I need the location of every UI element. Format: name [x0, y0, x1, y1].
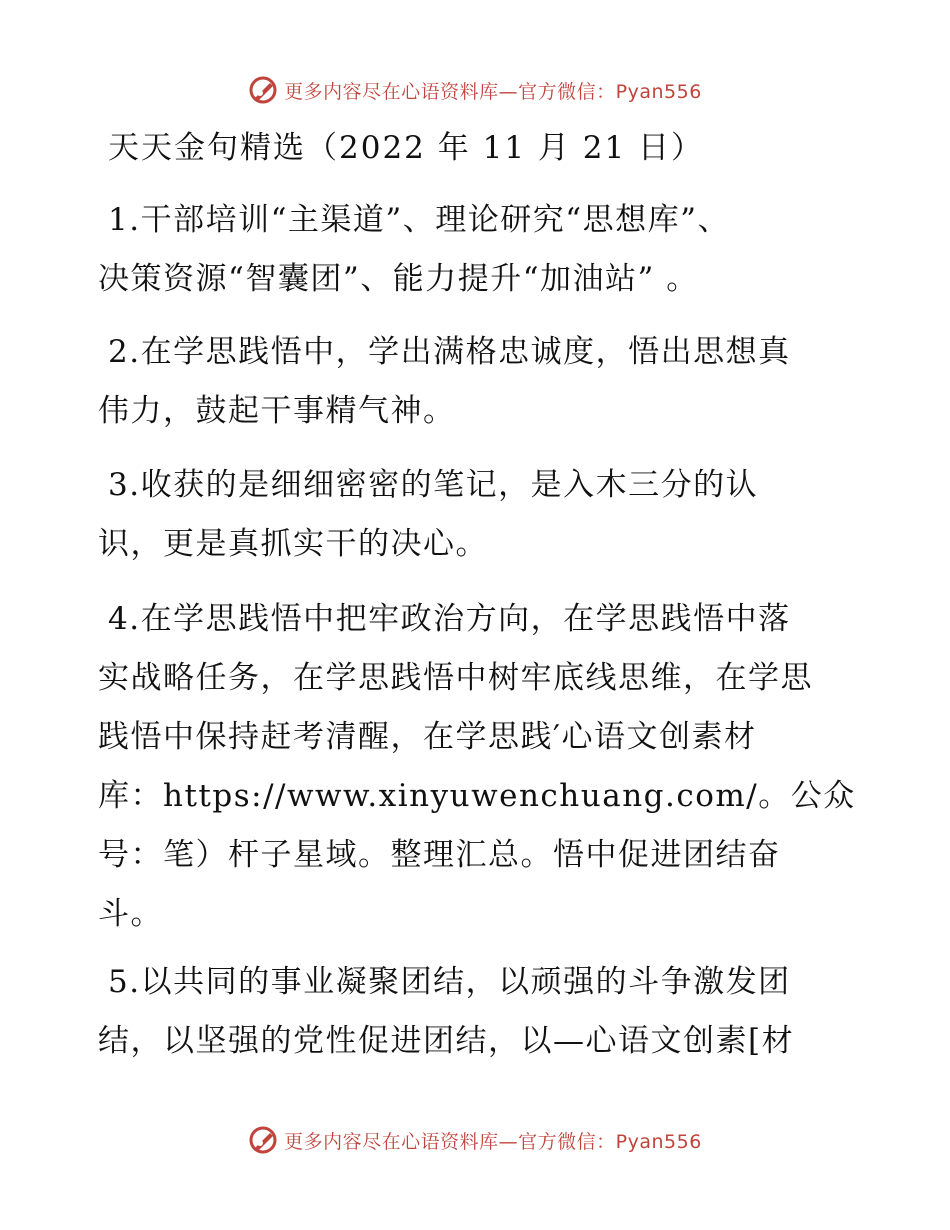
quote-item-5 — [98, 953, 858, 1071]
footer-banner — [0, 1120, 950, 1160]
quote-line: 3.收获的是细细密密的笔记，是入木三分的认 — [108, 467, 759, 503]
quote-line: 斗。 — [98, 896, 163, 932]
quote-line: 决策资源“智囊团”、能力提升“加油站” 。 — [98, 261, 699, 297]
header-banner-text: 更多内容尽在心语资料库—官方微信：Pyan556 — [284, 80, 702, 103]
quote-line: 库：https://www.xinyuwenchuang.com/。公众 — [98, 778, 856, 814]
quote-line: 5.以共同的事业凝聚团结，以顽强的斗争激发团 — [108, 964, 791, 1000]
quote-line: 实战略任务，在学思践悟中树牢底线思维，在学思 — [98, 660, 813, 696]
quote-line: 结，以坚强的党性促进团结，以—心语文创素[材 — [98, 1023, 795, 1059]
pen-seal-icon — [248, 1125, 278, 1155]
quote-line: 伟力，鼓起干事精气神。 — [98, 393, 456, 429]
quote-line: 践悟中保持赶考清醒，在学思践′心语文创素材 — [98, 719, 757, 755]
quote-line: 1.干部培训“主渠道”、理论研究“思想库”、 — [108, 202, 730, 238]
footer-banner-text: 更多内容尽在心语资料库—官方微信：Pyan556 — [284, 1130, 702, 1153]
quote-line: 4.在学思践悟中把牢政治方向，在学思践悟中落 — [108, 601, 791, 637]
quote-line: 识，更是真抓实干的决心。 — [98, 526, 488, 562]
quote-item-1 — [98, 191, 858, 309]
quote-item-2 — [98, 323, 858, 441]
document-title: 天天金句精选（2022 年 11 月 21 日） — [108, 130, 705, 166]
quote-item-3 — [98, 456, 858, 574]
quote-line: 号：笔）杆子星域。整理汇总。悟中促进团结奋 — [98, 837, 781, 873]
quote-line: 2.在学思践悟中，学出满格忠诚度，悟出思想真 — [108, 334, 791, 370]
header-banner — [0, 70, 950, 110]
quote-item-4 — [98, 590, 858, 944]
pen-seal-icon — [248, 75, 278, 105]
